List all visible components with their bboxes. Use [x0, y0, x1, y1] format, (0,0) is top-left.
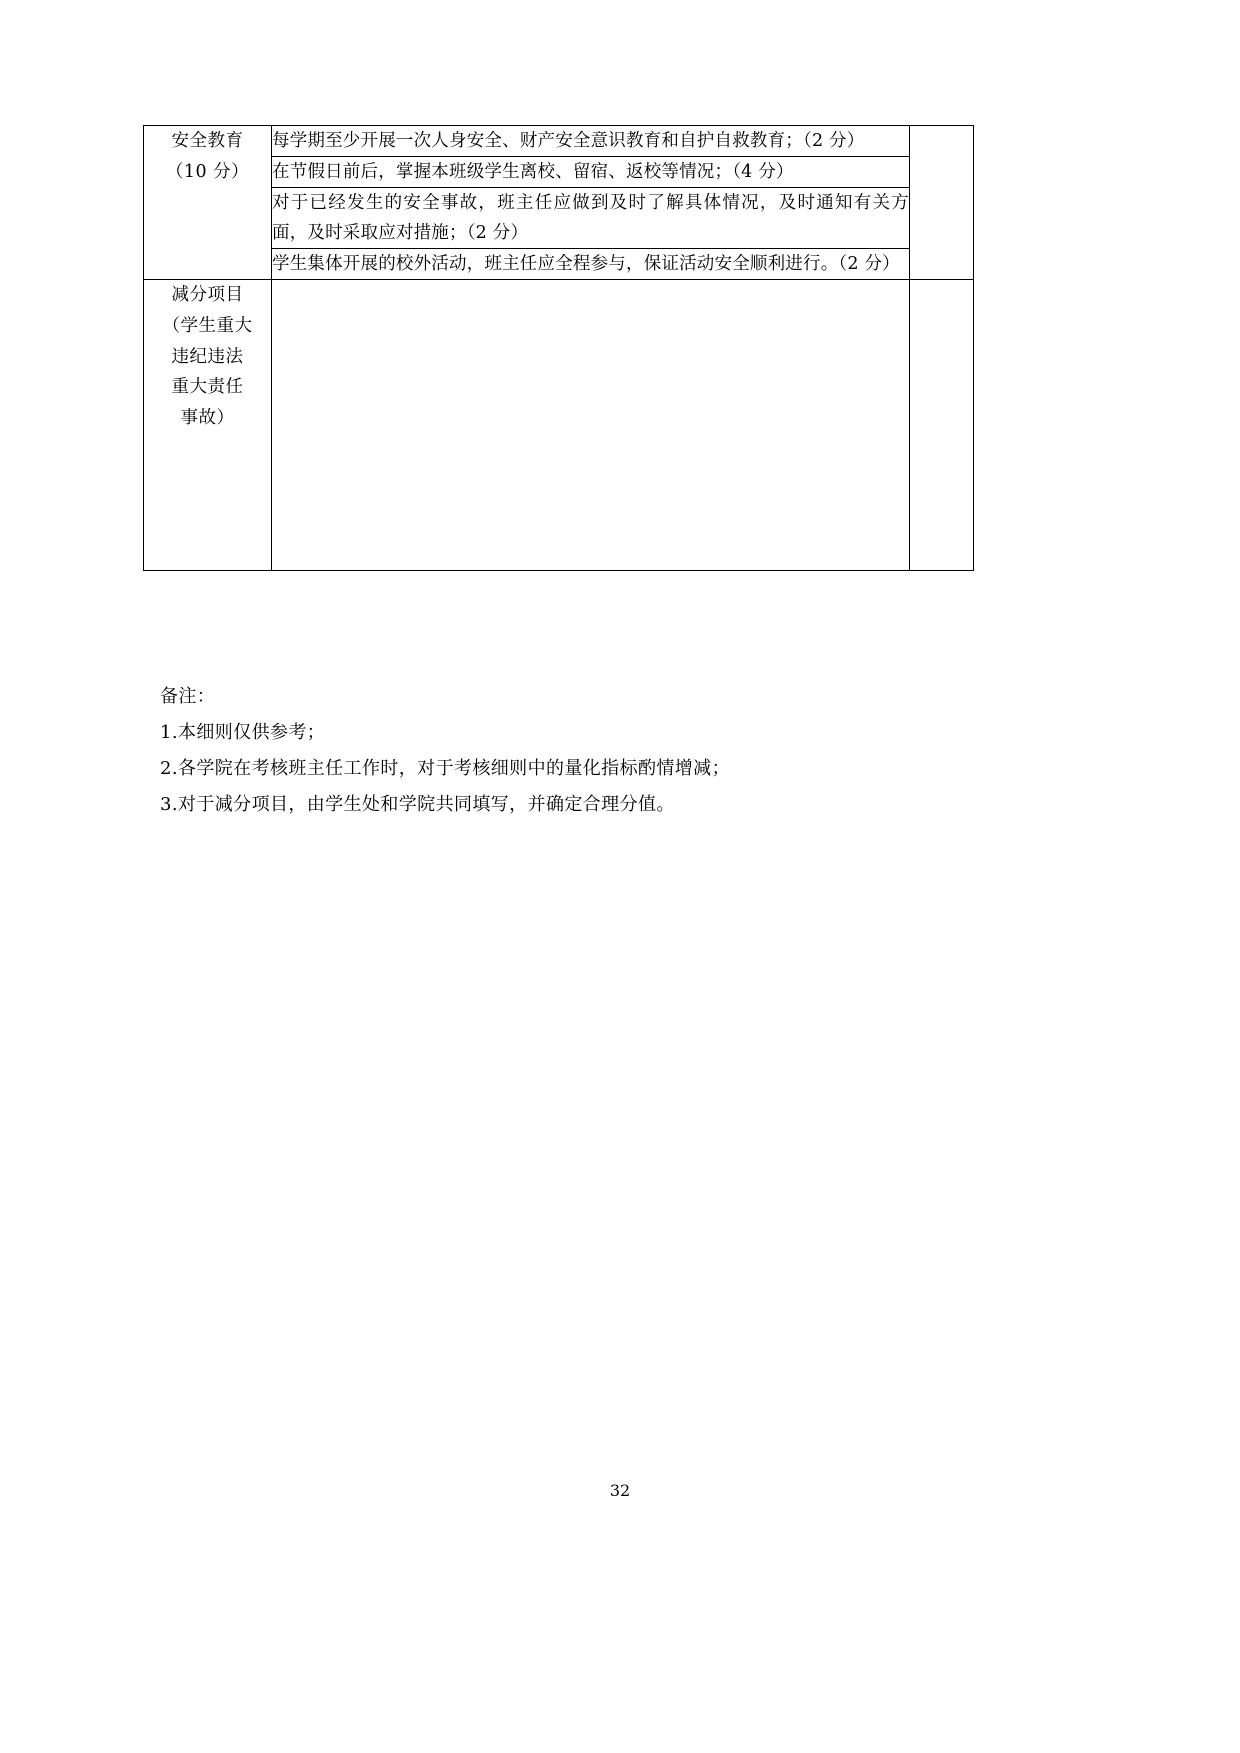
criterion-item: 每学期至少开展一次人身安全、财产安全意识教育和自护自救教育；（2 分） — [272, 126, 910, 157]
criterion-item: 在节假日前后，掌握本班级学生离校、留宿、返校等情况；（4 分） — [272, 157, 910, 188]
criterion-item: 学生集体开展的校外活动，班主任应全程参与，保证活动安全顺利进行。（2 分） — [272, 249, 910, 280]
table-row — [144, 126, 974, 157]
row-label-line: 违纪违法 — [171, 346, 244, 367]
note-item: 1.本细则仅供参考； — [160, 722, 326, 743]
criterion-item: 对于已经发生的安全事故，班主任应做到及时了解具体情况，及时通知有关方面，及时采取应对措施；（2 分） — [272, 188, 910, 249]
row-label-line: （学生重大 — [162, 316, 253, 337]
row-label-safety-education — [144, 126, 272, 280]
page-number: 32 — [609, 1481, 631, 1500]
row-label-line: 事故） — [180, 407, 235, 428]
score-cell[interactable] — [910, 280, 974, 571]
row-label-line: 重大责任 — [171, 377, 244, 398]
note-item: 2.各学院在考核班主任工作时，对于考核细则中的量化指标酌情增减； — [160, 758, 730, 779]
row-label-line: 减分项目 — [171, 285, 244, 306]
assessment-table — [143, 125, 974, 571]
score-cell[interactable] — [910, 126, 974, 280]
notes-section — [160, 679, 940, 823]
row-label-line: （10 分） — [165, 161, 250, 182]
table-row — [144, 280, 974, 571]
row-label-line: 安全教育 — [171, 131, 244, 151]
notes-title: 备注： — [160, 686, 216, 707]
row-label-deduction-items — [144, 280, 272, 571]
deduction-content-cell[interactable] — [272, 280, 910, 571]
note-item: 3.对于减分项目，由学生处和学院共同填写，并确定合理分值。 — [160, 794, 675, 815]
